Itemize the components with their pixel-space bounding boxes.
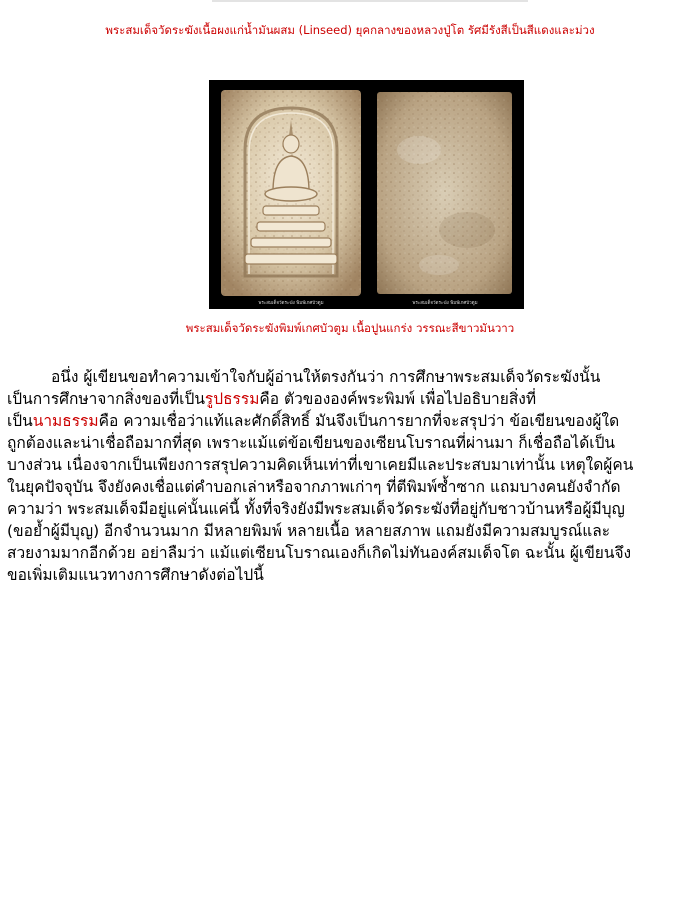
text-line: ในยุคปัจจุบัน จึงยังคงเชื่อแต่คำบอกเล่าหรือจากภาพเก่าๆ ที่ตีพิมพ์ซ้ำซาก แถมบางคนยังจำกัด [7, 478, 621, 496]
amulet-back-image [377, 92, 512, 294]
text-line [7, 388, 697, 410]
article-paragraph [7, 366, 697, 586]
text-segment: คือ ตัวขององค์พระพิมพ์ เพื่อไปอธิบายสิ่งที่ [259, 390, 537, 408]
text-line [7, 410, 697, 432]
keyword-abstract: นามธรรม [32, 412, 99, 430]
top-caption: พระสมเด็จวัดระฆังเนื้อผงแก่น้ำมันผสม (Linseed) ยุคกลางของหลวงปู่โต รัศมีรังสีเป็นสีแดงและม่วง [105, 23, 595, 37]
amulet-photo [209, 80, 524, 309]
text-segment: คือ ความเชื่อว่าแท้และศักดิ์สิทธิ์ มันจึงเป็นการยากที่จะสรุปว่า ข้อเขียนของผู้ใด [98, 412, 620, 430]
photo-caption: พระสมเด็จวัดระฆังพิมพ์เกศบัวตูม เนื้อปูนแกร่ง วรรณะสีขาวมันวาว [185, 321, 515, 335]
back-photo-label: พระสมเด็จวัดระฆัง พิมพ์เกศบัวตูม [412, 301, 478, 306]
text-line: สวยงามมากอีกด้วย อย่าลืมว่า แม้แต่เซียนโบราณเองก็เกิดไม่ทันองค์สมเด็จโต ฉะนั้น ผู้เขียนจึง [7, 544, 632, 562]
text-line: อนึ่ง ผู้เขียนขอทำความเข้าใจกับผู้อ่านให้ตรงกันว่า การศึกษาพระสมเด็จวัดระฆังนั้น [51, 368, 601, 386]
text-line: บางส่วน เนื่องจากเป็นเพียงการสรุปความคิดเห็นเท่าที่เขาเคยมีและประสบมาเท่านั้น เหตุใดผู้คน [7, 456, 634, 474]
text-segment: เป็นการศึกษาจากสิ่งของที่เป็น [7, 390, 205, 408]
text-line: ความว่า พระสมเด็จมีอยู่แค่นั้นแค่นี้ ทั้งที่จริงยังมีพระสมเด็จวัดระฆังที่อยู่กับชาวบ้านหรือผู้มีบุญ [7, 500, 625, 518]
front-photo-label: พระสมเด็จวัดระฆัง พิมพ์เกศบัวตูม [258, 301, 324, 306]
amulet-front-image [221, 90, 361, 296]
text-line: ถูกต้องและน่าเชื่อถือมากที่สุด เพราะแม้แต่ข้อเขียนของเซียนโบราณที่ผ่านมา ก็เชื่อถือได้เป็น [7, 434, 616, 452]
text-line: (ขอย้ำผู้มีบุญ) อีกจำนวนมาก มีหลายพิมพ์ หลายเนื้อ หลายสภาพ แถมยังมีความสมบูรณ์และ [7, 522, 611, 540]
keyword-concrete: รูปธรรม [204, 390, 260, 408]
top-divider [212, 0, 528, 2]
text-segment: เป็น [7, 412, 33, 430]
article-body [7, 366, 697, 586]
text-line: ขอเพิ่มเติมแนวทางการศึกษาดังต่อไปนี้ [7, 566, 264, 584]
